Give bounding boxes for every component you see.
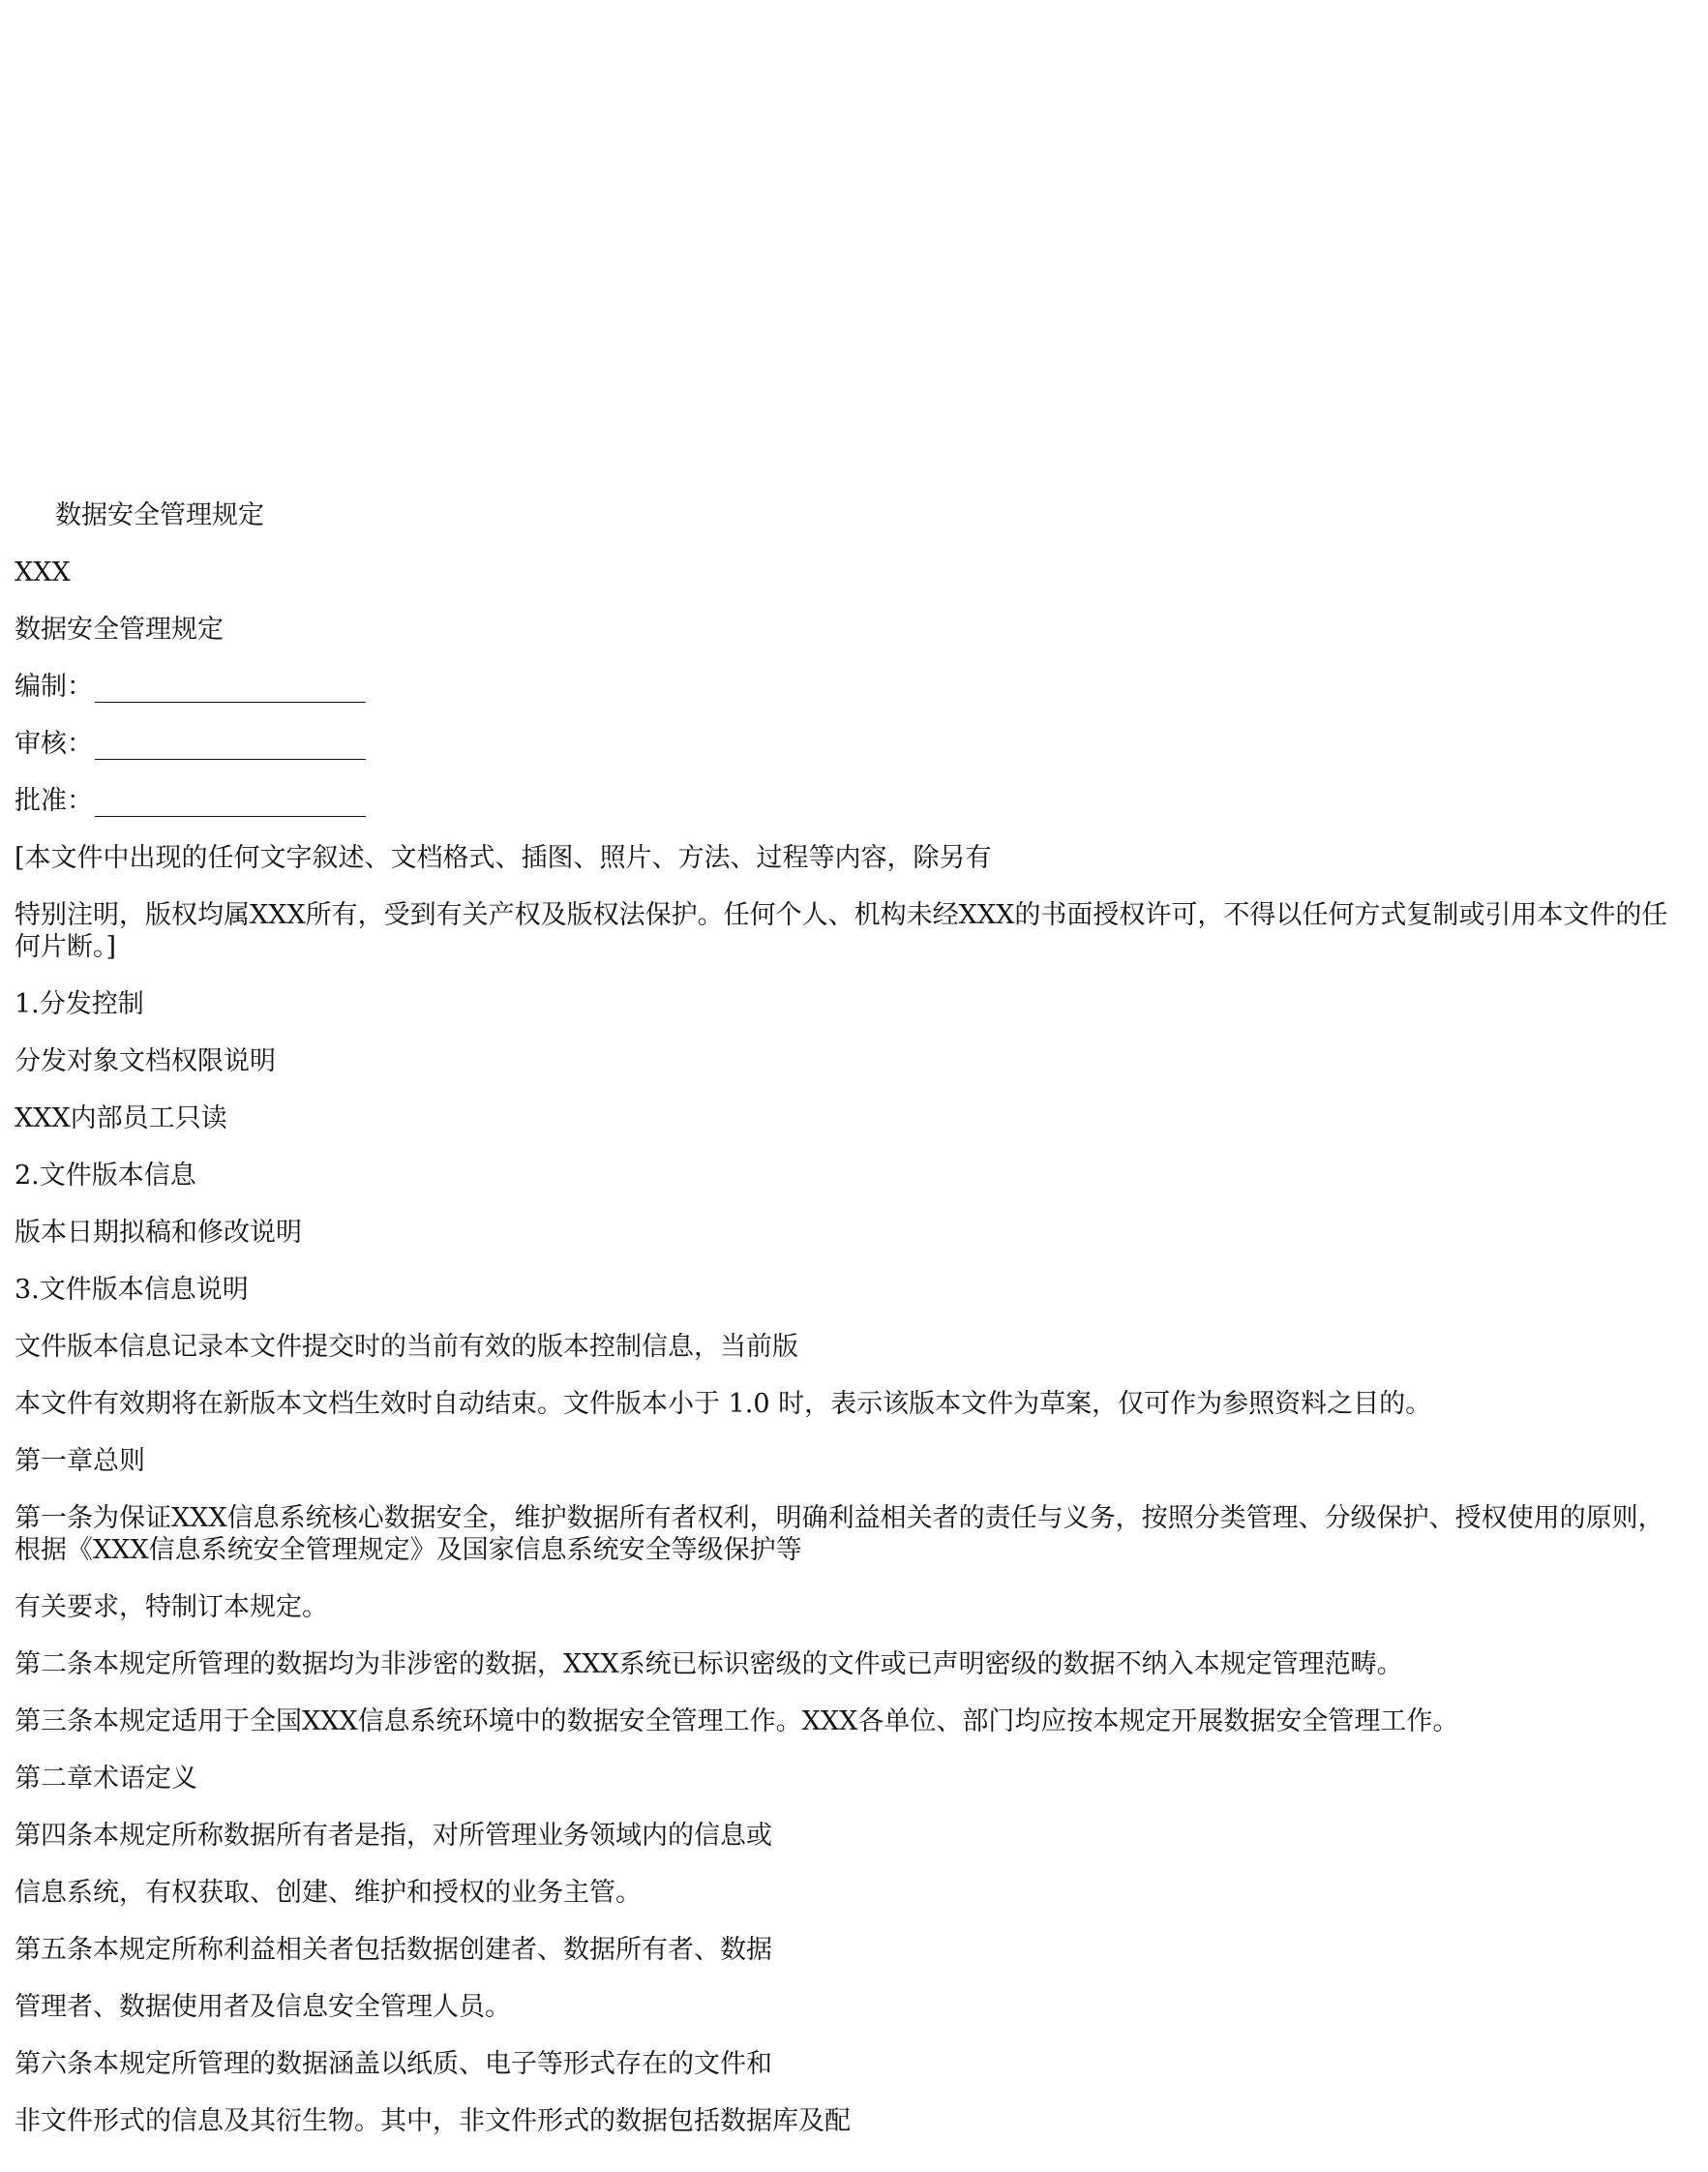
review-signature-line — [95, 736, 366, 760]
version-table-header: 版本日期拟稿和修改说明 — [15, 1218, 302, 1248]
copyright-notice-line-2: 特别注明，版权均属XXX所有，受到有关产权及版权法保护。任何个人、机构未经XXX的书面授权许可，不得以任何方式复制或引用本文件的任何片断。] — [15, 900, 1668, 962]
compile-label: 编制： — [15, 672, 93, 702]
article-4-continuation: 信息系统，有权获取、创建、维护和授权的业务主管。 — [15, 1878, 642, 1908]
article-5-paragraph: 第五条本规定所称利益相关者包括数据创建者、数据所有者、数据 — [15, 1935, 772, 1965]
article-3-paragraph: 第三条本规定适用于全国XXX信息系统环境中的数据安全管理工作。XXX各单位、部门均应按本规定开展数据安全管理工作。 — [15, 1706, 1459, 1736]
version-notes-paragraph-1: 文件版本信息记录本文件提交时的当前有效的版本控制信息，当前版 — [15, 1332, 798, 1362]
article-4-paragraph: 第四条本规定所称数据所有者是指，对所管理业务领域内的信息或 — [15, 1821, 772, 1851]
section-heading-distribution: 1.分发控制 — [15, 989, 144, 1019]
section-heading-version-notes: 3.文件版本信息说明 — [15, 1275, 249, 1305]
article-1-paragraph: 第一条为保证XXX信息系统核心数据安全，维护数据所有者权利，明确利益相关者的责任与义务，按照分类管理、分级保护、授权使用的原则，根据《XXX信息系统安全管理规定》及国家信息系统安全等级保护等 — [15, 1503, 1664, 1565]
distribution-table-header: 分发对象文档权限说明 — [15, 1046, 276, 1076]
chapter-heading-general: 第一章总则 — [15, 1446, 145, 1476]
distribution-table-row: XXX内部员工只读 — [15, 1103, 227, 1133]
chapter-heading-definitions: 第二章术语定义 — [15, 1764, 197, 1794]
organization-name: XXX — [15, 558, 71, 588]
approve-signature-line — [95, 793, 366, 817]
approve-signoff — [15, 785, 1679, 817]
version-notes-paragraph-2: 本文件有效期将在新版本文档生效时自动结束。文件版本小于 1.0 时，表示该版本文件为草案，仅可作为参照资料之目的。 — [15, 1389, 1432, 1419]
document-title: 数据安全管理规定 — [15, 615, 224, 645]
article-2-paragraph: 第二条本规定所管理的数据均为非涉密的数据，XXX系统已标识密级的文件或已声明密级的数据不纳入本规定管理范畴。 — [15, 1649, 1403, 1679]
review-label: 审核： — [15, 729, 93, 759]
approve-label: 批准： — [15, 786, 93, 816]
section-heading-version-info: 2.文件版本信息 — [15, 1161, 196, 1191]
review-signoff — [15, 728, 1679, 760]
copyright-notice-line-1: [本文件中出现的任何文字叙述、文档格式、插图、照片、方法、过程等内容，除另有 — [15, 843, 992, 873]
article-6-paragraph: 第六条本规定所管理的数据涵盖以纸质、电子等形式存在的文件和 — [15, 2049, 772, 2079]
compile-signoff — [15, 671, 1679, 703]
compile-signature-line — [95, 679, 366, 703]
article-6-continuation: 非文件形式的信息及其衍生物。其中，非文件形式的数据包括数据库及配 — [15, 2106, 851, 2136]
cover-title: 数据安全管理规定 — [55, 500, 264, 530]
article-5-continuation: 管理者、数据使用者及信息安全管理人员。 — [15, 1992, 511, 2022]
article-1-continuation: 有关要求，特制订本规定。 — [15, 1592, 328, 1622]
document-body — [15, 499, 1679, 2162]
